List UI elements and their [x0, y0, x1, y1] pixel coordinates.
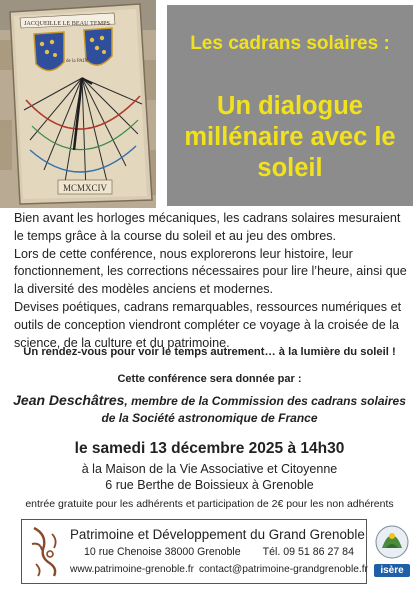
- tagline: Un rendez-vous pour voir le temps autrement… à la lumière du soleil !: [23, 346, 396, 358]
- organizer-phone: Tél. 09 51 86 27 84: [262, 546, 354, 558]
- year-text: MCMXCIV: [63, 183, 108, 193]
- intro-paragraph-2: Lors de cette conférence, nous explorerons leur histoire, leur fonctionnement, les corrections nécessaires pour lire l’heure, ainsi que la diversité des modèles anciens et modernes.: [14, 246, 407, 297]
- intro-paragraph-3: Devises poétiques, cadrans remarquables, ressources numériques et outils de conception viendront compléter ce voyage à la croisée de la science, de la culture et du patrimoine.: [14, 299, 402, 350]
- association-logo: [28, 524, 66, 580]
- speaker-organisation: de la Société astronomique de France: [101, 411, 318, 425]
- speaker-role: , membre de la Commission des cadrans solaires: [124, 394, 406, 408]
- plaque-text-small: de la PAIX: [66, 59, 89, 64]
- sundial-photo: [0, 0, 156, 208]
- conference-intro: Cette conférence sera donnée par :: [117, 373, 302, 385]
- title-box: [167, 5, 413, 206]
- organizer-email[interactable]: contact@patrimoine-grandgrenoble.fr: [199, 564, 368, 575]
- event-venue: [0, 461, 419, 493]
- intro-text: [14, 210, 410, 352]
- title-main: Un dialogue millénaire avec le soleil: [184, 92, 396, 182]
- organizer-contacts: [70, 564, 368, 575]
- isere-emblem-icon: [374, 524, 410, 564]
- isere-wordmark: isère: [374, 564, 410, 577]
- speaker-name: Jean Deschâtres: [13, 392, 125, 408]
- isere-logo: [374, 524, 410, 580]
- organizer-box: [21, 519, 367, 584]
- venue-name: à la Maison de la Vie Associative et Citoyenne: [81, 462, 338, 476]
- entry-fee: entrée gratuite pour les adhérents et participation de 2€ pour les non adhérents: [25, 498, 394, 510]
- organizer-name: Patrimoine et Développement du Grand Grenoble: [70, 527, 365, 542]
- organizer-address-line: [84, 546, 354, 558]
- venue-address: 6 rue Berthe de Boissieux à Grenoble: [105, 478, 314, 492]
- event-date: le samedi 13 décembre 2025 à 14h30: [74, 440, 345, 457]
- organizer-address: 10 rue Chenoise 38000 Grenoble: [84, 546, 241, 558]
- plaque-text: JACQUEILLE LE BEAU TEMPS: [24, 20, 110, 27]
- speaker-block: [0, 392, 419, 427]
- intro-paragraph-1: Bien avant les horloges mécaniques, les cadrans solaires mesuraient le temps grâce à la course du soleil et au jeu des ombres.: [14, 211, 401, 243]
- organizer-website[interactable]: www.patrimoine-grenoble.fr: [70, 564, 195, 575]
- title-subtitle: Les cadrans solaires :: [190, 33, 390, 54]
